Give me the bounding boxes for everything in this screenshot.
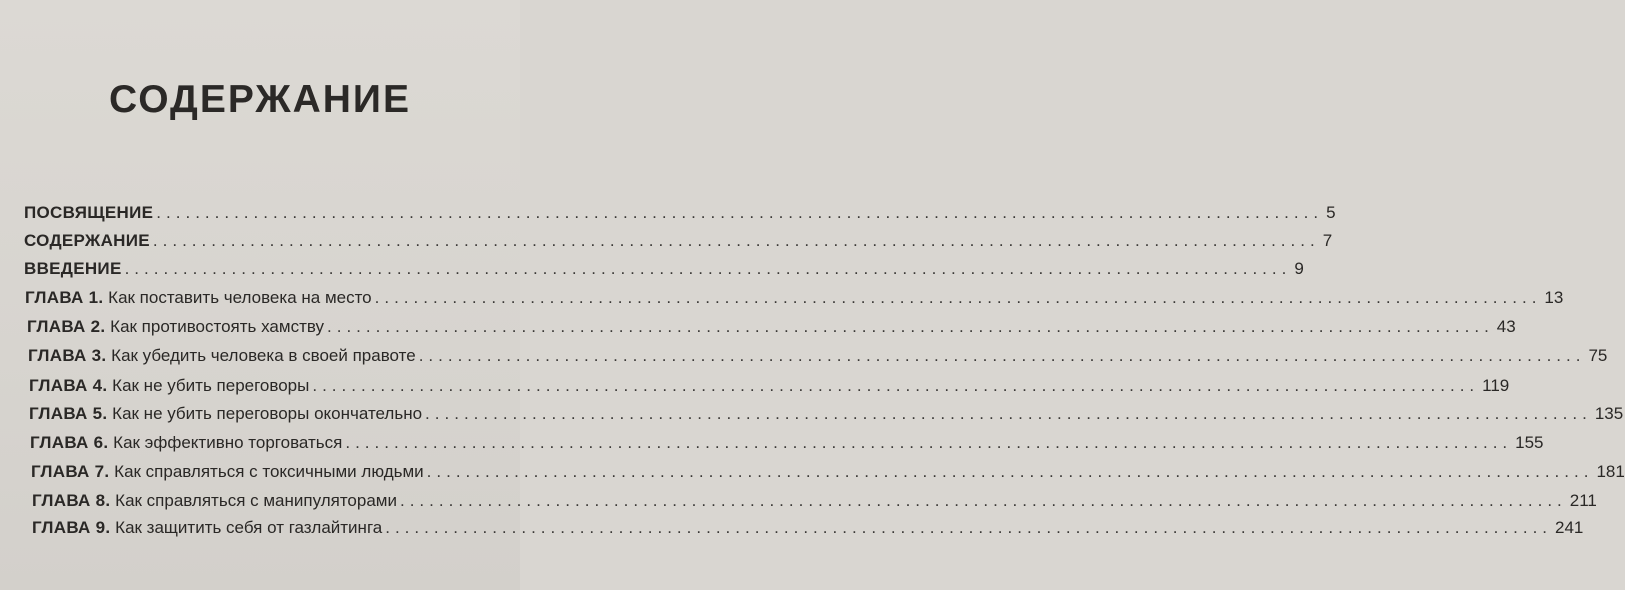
toc-entry-title (32, 491, 397, 511)
toc-entry-title (29, 376, 309, 396)
toc-entry-title (24, 203, 153, 223)
toc-entry (28, 346, 1608, 366)
toc-entry-chapter: ГЛАВА 9. (32, 518, 111, 537)
toc-leader-dots: ........................................................................................................................ (418, 346, 1586, 365)
toc-leader-dots: ........................................................................................................................ (345, 433, 1513, 452)
toc-entry-title (25, 288, 372, 308)
toc-entry-chapter: ГЛАВА 1. (25, 288, 104, 307)
toc-entry-page-number: 7 (1322, 231, 1333, 250)
toc-entry (30, 433, 1544, 453)
toc-leader-dots: ........................................................................................................................ (385, 518, 1553, 537)
toc-entry-text: Как защитить себя от газлайтинга (110, 518, 383, 537)
toc-entry-chapter: ГЛАВА 2. (27, 317, 106, 336)
toc-entry-text: Как не убить переговоры окончательно (107, 404, 423, 423)
toc-entry-page-number: 75 (1588, 346, 1608, 365)
toc-entry-chapter: ГЛАВА 4. (29, 376, 108, 395)
toc-entry-chapter: ВВЕДЕНИЕ (24, 259, 122, 278)
toc-entry-title (29, 404, 422, 424)
toc-entry-text: Как не убить переговоры (107, 376, 310, 395)
toc-entry-title (28, 346, 416, 366)
toc-entry (25, 288, 1564, 308)
toc-entry-text: Как справляться с манипуляторами (110, 491, 397, 510)
toc-entry-title (24, 259, 122, 279)
toc-entry (29, 404, 1624, 424)
toc-entry-page-number: 13 (1544, 288, 1564, 307)
toc-entry (24, 203, 1336, 223)
toc-entry-text: Как убедить человека в своей правоте (106, 346, 416, 365)
toc-entry-text: Как противостоять хамству (105, 317, 325, 336)
toc-entry-page-number: 211 (1569, 491, 1597, 510)
toc-leader-dots: ........................................................................................................................ (426, 462, 1594, 481)
toc-entry-page-number: 155 (1515, 433, 1544, 452)
toc-entry (31, 462, 1625, 482)
toc-entry-title (31, 462, 424, 482)
toc-entry-page-number: 181 (1596, 462, 1625, 481)
toc-entry-text: Как эффективно торговаться (108, 433, 343, 452)
toc-entry-chapter: ГЛАВА 6. (30, 433, 109, 452)
toc-leader-dots: ........................................................................................................................ (312, 376, 1480, 395)
toc-entry-text: Как поставить человека на место (103, 288, 372, 307)
toc-leader-dots: ........................................................................................................................ (152, 231, 1320, 250)
toc-entry (32, 491, 1597, 511)
toc-leader-dots: ........................................................................................................................ (124, 259, 1292, 278)
toc-entry-page-number: 43 (1496, 317, 1516, 336)
toc-entry-page-number: 5 (1326, 203, 1336, 222)
toc-leader-dots: ........................................................................................................................ (399, 491, 1567, 510)
toc-entry-chapter: ГЛАВА 5. (29, 404, 108, 423)
toc-leader-dots: ........................................................................................................................ (374, 288, 1542, 307)
toc-leader-dots: ........................................................................................................................ (327, 317, 1494, 336)
toc-entry-chapter: СОДЕРЖАНИЕ (24, 231, 150, 250)
toc-entry-title (24, 231, 150, 251)
page-title: СОДЕРЖАНИЕ (109, 78, 411, 121)
toc-entry (32, 518, 1584, 538)
toc-entry-chapter: ГЛАВА 8. (32, 491, 111, 510)
toc-entry-page-number: 119 (1482, 376, 1510, 395)
toc-entry-page-number: 135 (1594, 404, 1624, 423)
toc-entry (29, 376, 1510, 396)
toc-entry-title (32, 518, 382, 538)
toc-entry-text: Как справляться с токсичными людьми (109, 462, 424, 481)
toc-leader-dots: ........................................................................................................................ (425, 404, 1592, 423)
toc-entry-chapter: ГЛАВА 3. (28, 346, 107, 365)
toc-entry-title (27, 317, 324, 337)
toc-entry-title (30, 433, 342, 453)
toc-entry-page-number: 241 (1555, 518, 1584, 537)
toc-entry (27, 317, 1516, 337)
toc-entry-chapter: ПОСВЯЩЕНИЕ (24, 203, 154, 222)
toc-leader-dots: ........................................................................................................................ (156, 203, 1324, 222)
toc-entry-chapter: ГЛАВА 7. (31, 462, 110, 481)
toc-entry (24, 259, 1304, 279)
toc-entry (24, 231, 1333, 251)
toc-entry-page-number: 9 (1294, 259, 1304, 278)
